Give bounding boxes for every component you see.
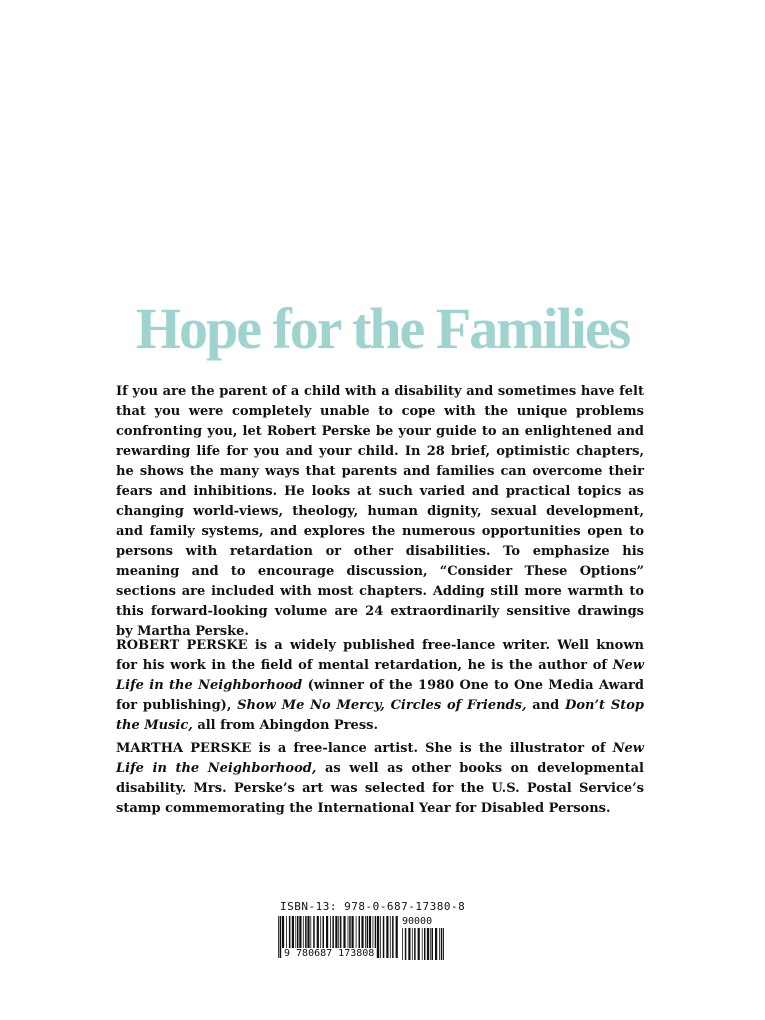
text-run-2: as well as other books on developmental disability. Mrs. Perske’s art was selected for the U.S. Postal Service’s stamp commemorating the International Year for Disabled Persons. bbox=[116, 761, 644, 816]
barcode-bar bbox=[412, 928, 413, 960]
barcode-bar bbox=[441, 928, 443, 960]
barcode-bar bbox=[443, 928, 444, 960]
barcode-bar bbox=[430, 928, 431, 960]
barcode-addon-digits: 90000 bbox=[402, 916, 433, 927]
barcode-bar bbox=[435, 928, 437, 960]
barcode-bar bbox=[418, 928, 420, 960]
isbn-barcode bbox=[278, 900, 478, 970]
barcode-bar bbox=[408, 928, 410, 960]
barcode-bar bbox=[380, 916, 381, 958]
barcode-bar bbox=[383, 916, 385, 958]
barcode-bar bbox=[402, 928, 403, 960]
author-bio-robert bbox=[116, 636, 644, 736]
barcode-bar bbox=[390, 916, 391, 958]
book-description bbox=[116, 382, 644, 642]
italic-title-3: Show Me No Mercy, Circles of Friends, bbox=[237, 698, 527, 713]
barcode-bar bbox=[396, 916, 398, 958]
italic-title-1: New Life in the Neighborhood, bbox=[116, 741, 644, 776]
text-run-0: ROBERT PERSKE is a widely published free-lance writer. Well known for his work in the field of mental retardation, he is the author of bbox=[116, 638, 644, 673]
text-run-4: and bbox=[526, 698, 566, 713]
barcode-bar bbox=[386, 916, 388, 958]
barcode-bar bbox=[278, 916, 279, 958]
barcode-bar bbox=[439, 928, 440, 960]
barcode-bar bbox=[392, 916, 394, 958]
barcode-bar bbox=[427, 928, 429, 960]
book-title: Hope for the Families bbox=[135, 296, 630, 361]
text-run-2: (winner of the 1980 One to One Media Award for publishing), bbox=[116, 678, 644, 713]
text-run-0: MARTHA PERSKE is a free-lance artist. She is the illustrator of bbox=[116, 741, 613, 756]
italic-title-1: New Life in the Neighborhood bbox=[116, 658, 644, 693]
barcode-bar bbox=[405, 928, 407, 960]
illustrator-bio-martha bbox=[116, 739, 644, 819]
barcode-digits: 9 780687 173808 bbox=[284, 948, 375, 959]
text-run-6: all from Abingdon Press. bbox=[192, 718, 378, 733]
barcode-bar bbox=[432, 928, 434, 960]
barcode-bar bbox=[377, 916, 379, 958]
barcode-bar bbox=[414, 928, 416, 960]
isbn-label: ISBN-13: 978-0-687-17380-8 bbox=[280, 900, 466, 913]
text-run-0: If you are the parent of a child with a disability and sometimes have felt that you were completely unable to cope with the unique problems confronting you, let Robert Perske be your guide to an enlightened and rewarding life for you and your child. In 28 brief, optimistic chapters, he shows the many ways that parents and families can overcome their fears and inhibitions. He looks at such varied and practical topics as changing world-views, theology, human dignity, sexual development, and family systems, and explores the numerous opportunities open to persons with retardation or other disabilities. To emphasize his meaning and to encourage discussion, “Consider These Options” sections are included with most chapters. Adding still more warmth to this forward-looking volume are 24 extraordinarily sensitive drawings by Martha Perske. bbox=[116, 384, 644, 639]
barcode-bar bbox=[422, 928, 423, 960]
barcode-bar bbox=[424, 928, 426, 960]
italic-title-5: Don’t Stop the Music, bbox=[116, 698, 644, 733]
barcode-addon-bars bbox=[402, 928, 444, 960]
barcode-bar bbox=[280, 916, 282, 958]
